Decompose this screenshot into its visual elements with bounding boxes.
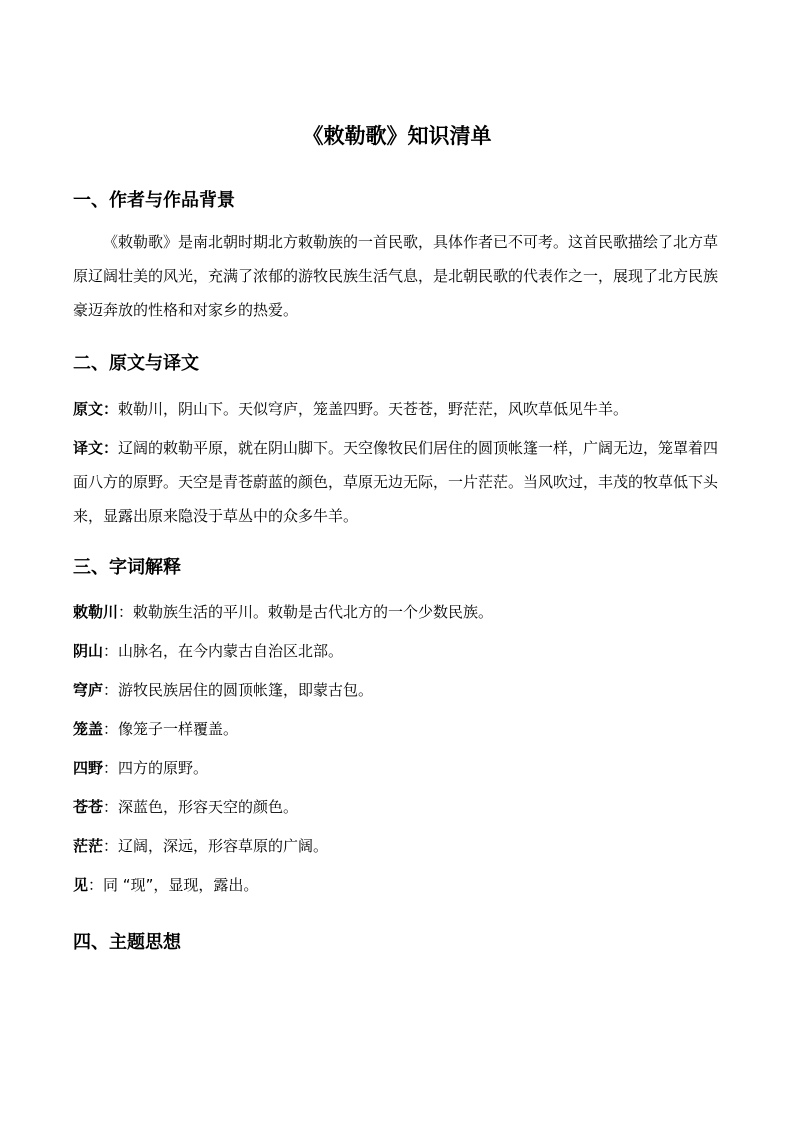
term-definition: 敕勒族生活的平川。敕勒是古代北方的一个少数民族。 xyxy=(133,603,494,621)
term-word: 茫茫 xyxy=(73,837,104,855)
translation-text: 辽阔的敕勒平原，就在阴山脚下。天空像牧民们居住的圆顶帐篷一样，广阔无边，笼罩着四面八方的原野。天空是青苍蔚蓝的颜色，草原无边无际，一片茫茫。当风吹过，丰茂的牧草低下头来，显露出原来隐没于草丛中的众多牛羊。 xyxy=(73,439,719,525)
page-title: 《敕勒歌》知识清单 xyxy=(302,124,492,148)
term-word: 阴山 xyxy=(73,642,104,660)
term-word: 穹庐 xyxy=(73,681,104,699)
term-definition: 深蓝色，形容天空的颜色。 xyxy=(118,798,299,816)
term-sep: ： xyxy=(88,876,104,894)
term-definition: 游牧民族居住的圆顶帐篷，即蒙古包。 xyxy=(118,681,374,699)
term-sep: ： xyxy=(118,603,134,621)
term-definition: 同 “现”，显现，露出。 xyxy=(103,876,259,894)
section-heading-text-translation: 二、原文与译文 xyxy=(73,353,199,374)
term-definition: 像笼子一样覆盖。 xyxy=(118,720,239,738)
translation-label: 译文： xyxy=(73,439,119,457)
term-item xyxy=(73,600,721,624)
term-sep: ： xyxy=(103,642,119,660)
section-heading-background: 一、作者与作品背景 xyxy=(73,190,235,211)
term-definition: 四方的原野。 xyxy=(118,759,209,777)
term-word: 四野 xyxy=(73,759,104,777)
term-word: 敕勒川 xyxy=(73,603,119,621)
term-sep: ： xyxy=(103,720,119,738)
term-sep: ： xyxy=(103,837,119,855)
term-sep: ： xyxy=(103,759,119,777)
term-word: 苍苍 xyxy=(73,798,104,816)
original-text: 敕勒川，阴山下。天似穹庐，笼盖四野。天苍苍，野茫茫，风吹草低见牛羊。 xyxy=(118,400,629,418)
term-item xyxy=(73,717,721,741)
term-sep: ： xyxy=(103,681,119,699)
term-item xyxy=(73,834,721,858)
term-word: 笼盖 xyxy=(73,720,104,738)
term-word: 见 xyxy=(73,876,89,894)
section-heading-vocabulary: 三、字词解释 xyxy=(73,557,181,578)
term-definition: 辽阔，深远，形容草原的广阔。 xyxy=(118,837,329,855)
term-item xyxy=(73,795,721,819)
term-item xyxy=(73,678,721,702)
term-sep: ： xyxy=(103,798,119,816)
term-item xyxy=(73,639,721,663)
original-text-line xyxy=(73,397,721,421)
term-definition: 山脉名，在今内蒙古自治区北部。 xyxy=(118,642,344,660)
section-heading-theme: 四、主题思想 xyxy=(73,932,181,953)
term-item xyxy=(73,873,721,897)
original-label: 原文： xyxy=(73,400,119,418)
background-paragraph: 《敕勒歌》是南北朝时期北方敕勒族的一首民歌，具体作者已不可考。这首民歌描绘了北方草原辽阔壮美的风光，充满了浓郁的游牧民族生活气息，是北朝民歌的代表作之一，展现了北方民族豪迈奔放的性格和对家乡的热爱。 xyxy=(73,233,719,319)
translation-paragraph xyxy=(73,431,721,533)
term-item xyxy=(73,756,721,780)
